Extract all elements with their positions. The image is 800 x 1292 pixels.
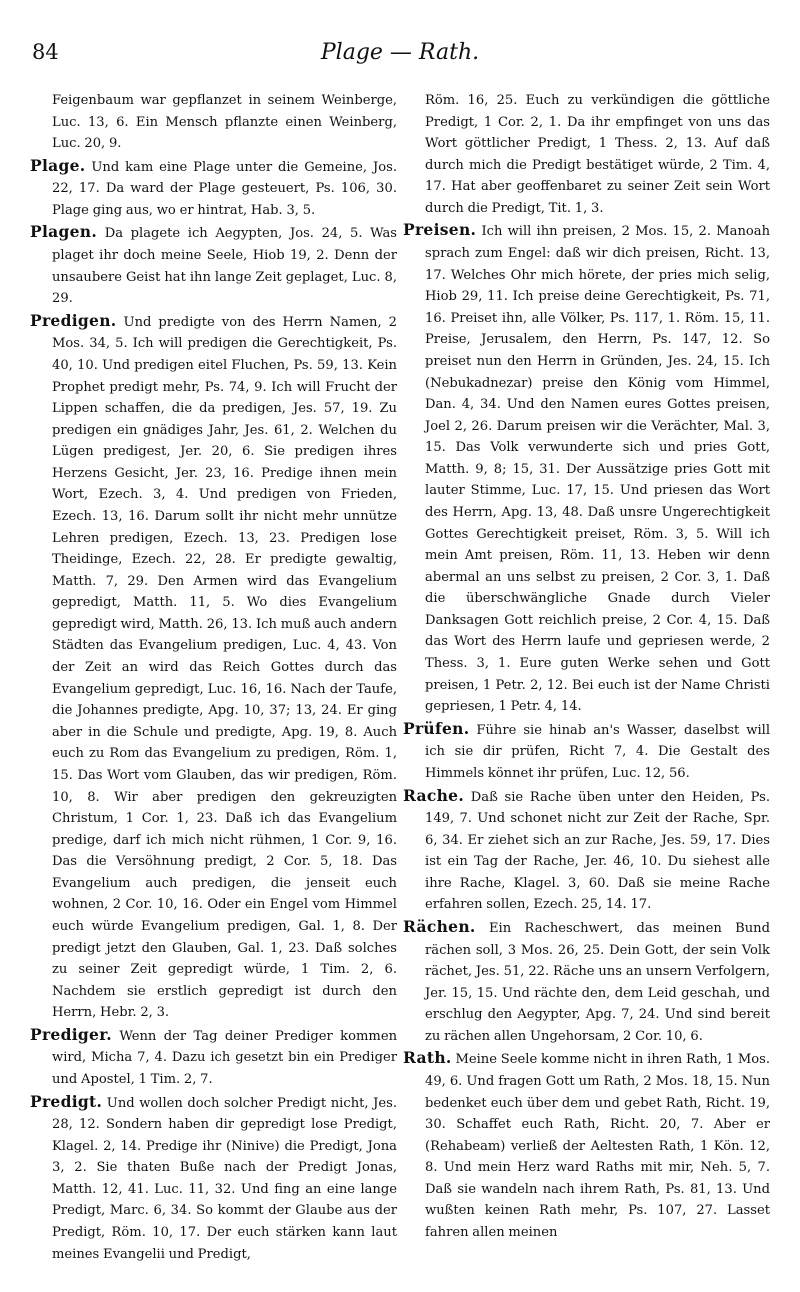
entry-headword: Rächen. [403,916,476,936]
dictionary-entry [403,916,770,1047]
entry-headword: Rache. [403,785,465,805]
dictionary-entry [30,1091,397,1266]
entry-text: Und wollen doch solcher Predigt nicht, Jes. 28, 12. Sondern haben dir gepredigt lose Predigt, Klagel. 2, 14. Predige ihr (Ninive) die Predigt, Jona 3, 2. Sie thaten Buße nach der Predigt Jonas, Matth. 12, 41. Luc. 11, 32. Und fing an eine lange Predigt, Marc. 6, 34. So kommt der Glaube aus der Predigt, Röm. 10, 17. Der euch stärken kann laut meines Evangelii und Predigt, [52,1095,398,1262]
dictionary-entry [30,1024,397,1091]
entry-text: Ein Racheschwert, das meinen Bund rächen soll, 3 Mos. 26, 25. Dein Gott, der sein Volk rächet, Jes. 51, 22. Räche uns an unsern Verfolgern, Jer. 15, 15. Und rächte den, dem Leid geschah, und erschlug den Aegypter, Apg. 7, 24. Und sind bereit zu rächen allen Ungehorsam, 2 Cor. 10, 6. [425,920,770,1044]
right-column [403,90,770,1244]
entry-text: Und kam eine Plage unter die Gemeine, Jos. 22, 17. Da ward der Plage gesteuert, Ps. 106, 30. Plage ging aus, wo er hintrat, Hab. 3, 5. [52,159,397,218]
dictionary-entry [30,221,397,309]
dictionary-entry [403,785,770,916]
entry-text: Meine Seele komme nicht in ihren Rath, 1 Mos. 49, 6. Und fragen Gott um Rath, 2 Mos. 18, 15. Nun bedenket euch über dem und gebet Rath, Richt. 19, 30. Schaffet euch Rath, Richt. 20, 7. Aber er (Rehabeam) verließ der Aeltesten Rath, 1 Kön. 12, 8. Und mein Herz ward Raths mit mir, Neh. 5, 7. Daß sie wandeln nach ihrem Rath, Ps. 81, 13. Und wußten keinen Rath mehr, Ps. 107, 27. Lasset fahren allen meinen [425,1052,770,1241]
entry-headword: Predigen. [30,310,117,330]
entry-headword: Preisen. [403,220,477,240]
dictionary-entry [403,718,770,785]
entry-headword: Prüfen. [403,718,470,738]
running-title: Plage — Rath. [320,40,480,65]
entry-headword: Plagen. [30,222,98,242]
entry-continuation [30,90,397,155]
entry-text: Wenn der Tag deiner Prediger kommen wird, Micha 7, 4. Dazu ich gesetzt bin ein Prediger und Apostel, 1 Tim. 2, 7. [52,1028,398,1088]
entry-headword: Plage. [30,155,86,175]
entry-text: Feigenbaum war gepflanzet in seinem Weinberge, Luc. 13, 6. Ein Mensch pflanzte einen Weinberg, Luc. 20, 9. [52,93,397,152]
entry-text: Ich will ihn preisen, 2 Mos. 15, 2. Manoah sprach zum Engel: daß wir dich preisen, Richt. 13, 17. Welches Ohr mich hörete, der pries mich selig, Hiob 29, 11. Ich preise deine Gerechtigkeit, Ps. 71, 16. Preiset ihn, alle Völker, Ps. 117, 1. Röm. 15, 11. Preise, Jerusalem, den Herrn, Ps. 147, 12. So preiset nun den Herrn in Gründen, Jes. 24, 15. Ich (Nebukadnezar) preise den König vom Himmel, Dan. 4, 34. Und den Namen eures Gottes preisen, Joel 2, 26. Darum preisen wir die Verächter, Mal. 3, 15. Das Volk verwunderte sich und pries Gott, Matth. 9, 8; 15, 31. Der Aussätzige pries Gott mit lauter Stimme, Luc. 17, 15. Und priesen das Wort des Herrn, Apg. 13, 48. Daß unsre Ungerechtigkeit Gottes Gerechtigkeit preiset, Röm. 3, 5. Will ich mein Amt preisen, Röm. 11, 13. Heben wir denn abermal an uns selbst zu preisen, 2 Cor. 3, 1. Daß die überschwängliche Gnade durch Vieler Danksagen Gott reichlich preise, 2 Cor. 4, 15. Daß das Wort des Herrn laufe und gepriesen werde, 2 Thess. 3, 1. Eure guten Werke sehen und Gott preisen, 1 Petr. 2, 12. Bei euch ist der Name Christi gepriesen, 1 Petr. 4, 14. [425,224,770,715]
dictionary-entry [403,1047,770,1243]
left-column [30,90,397,1265]
entry-headword: Rath. [403,1048,452,1068]
entry-headword: Prediger. [30,1024,112,1044]
page-number: 84 [32,40,59,64]
entry-text: Da plagete ich Aegypten, Jos. 24, 5. Was plaget ihr doch meine Seele, Hiob 19, 2. Denn der unsaubere Geist hat ihn lange Zeit geplaget, Luc. 8, 29. [52,226,398,307]
dictionary-entry [30,310,397,1024]
entry-text: Röm. 16, 25. Euch zu verkündigen die göttliche Predigt, 1 Cor. 2, 1. Da ihr empfinget von uns das Wort göttlicher Predigt, 1 Thess. 2, 13. Auf daß durch mich die Predigt bestätiget würde, 2 Tim. 4, 17. Hat aber geoffenbaret zu seiner Zeit sein Wort durch die Predigt, Tit. 1, 3. [425,93,770,216]
entry-text: Führe sie hinab an's Wasser, daselbst will ich sie dir prüfen, Richt 7, 4. Die Gestalt des Himmels könnet ihr prüfen, Luc. 12, 56. [425,722,771,781]
entry-continuation [403,90,770,219]
entry-headword: Predigt. [30,1091,103,1111]
entry-text: Daß sie Rache üben unter den Heiden, Ps. 149, 7. Und schonet nicht zur Zeit der Rache, Spr. 6, 34. Er ziehet sich an zur Rache, Jes. 59, 17. Dies ist ein Tag der Rache, Jer. 46, 10. Du siehest alle ihre Rache, Klagel. 3, 60. Daß sie meine Rache erfahren sollen, Ezech. 25, 14. 17. [425,789,771,913]
dictionary-entry [403,219,770,717]
dictionary-entry [30,155,397,222]
page-header [30,40,770,70]
entry-text: Und predigte von des Herrn Namen, 2 Mos. 34, 5. Ich will predigen die Gerechtigkeit, Ps. 40, 10. Und predigen eitel Fluchen, Ps. 59, 13. Kein Prophet predigt mehr, Ps. 74, 9. Ich will Frucht der Lippen schaffen, die da predigen, Jes. 57, 19. Zu predigen ein gnädiges Jahr, Jes. 61, 2. Welchen du Lügen predigest, Jer. 20, 6. Sie predigen ihres Herzens Gesicht, Jer. 23, 16. Predige ihnen mein Wort, Ezech. 3, 4. Und predigen von Frieden, Ezech. 13, 16. Darum sollt ihr nicht mehr unnütze Lehren predigen, Ezech. 13, 23. Predigen lose Theidinge, Ezech. 22, 28. Er predigte gewaltig, Matth. 7, 29. Den Armen wird das Evangelium gepredigt, Matth. 11, 5. Wo dies Evangelium gepredigt wird, Matth. 26, 13. Ich muß auch andern Städten das Evangelium predigen, Luc. 4, 43. Von der Zeit an wird das Reich Gottes durch das Evangelium gepredigt, Luc. 16, 16. Nach der Taufe, die Johannes predigte, Apg. 10, 37; 13, 24. Er ging aber in die Schule und predigte, Apg. 19, 8. Auch euch zu Rom das Evangelium zu predigen, Röm. 1, 15. Das Wort vom Glauben, das wir predigen, Röm. 10, 8. Wir aber predigen den gekreuzigten Christum, 1 Cor. 1, 23. Daß ich das Evangelium predige, darf ich mich nicht rühmen, 1 Cor. 9, 16. Das die Versöhnung predigt, 2 Cor. 5, 18. Das Evangelium auch predigen, die jenseit euch wohnen, 2 Cor. 10, 16. Oder ein Engel vom Himmel euch würde Evangelium predigen, Gal. 1, 8. Der predigt jetzt den Glauben, Gal. 1, 23. Daß solches zu seiner Zeit gepredigt würde, 1 Tim. 2, 6. Nachdem sie erstlich gepredigt ist durch den Herrn, Hebr. 2, 3. [52,314,398,1021]
